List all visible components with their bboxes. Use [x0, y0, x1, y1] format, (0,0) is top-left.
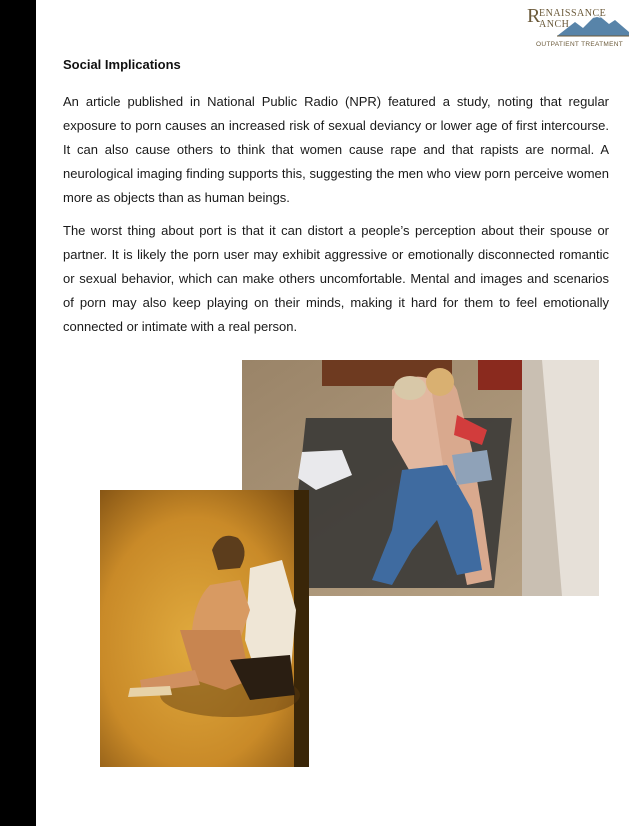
logo-subtitle: OUTPATIENT TREATMENT	[536, 41, 624, 48]
sad-man-photo	[100, 490, 309, 767]
paragraph-perception: The worst thing about port is that it can distort a people’s perception about their spouse or partner. It is likely the porn user may exhibit aggressive or emotionally disconnected romantic or sexual behavior, which can make others uncomfortable. Mental and images and scenarios of porn may also keep playing on their minds, making it hard for them to feel emotionally connected or intimate with a real person.	[63, 223, 609, 334]
logo-line2: ANCH	[539, 19, 570, 30]
paragraph-npr-study: An article published in National Public Radio (NPR) featured a study, noting that regular exposure to porn causes an increased risk of sexual deviancy or lower age of first intercourse. It can also cause others to think that women cause rape and that rapists are normal. A neurological imaging finding supports this, suggesting the men who view porn perceive women more as objects than as human beings.	[63, 94, 609, 205]
logo-line1: ENAISSANCE	[539, 8, 607, 19]
section-heading: Social Implications	[63, 57, 181, 72]
renaissance-ranch-logo	[527, 4, 633, 52]
left-sidebar-bar	[0, 0, 36, 826]
logo-initial: R	[527, 5, 541, 27]
